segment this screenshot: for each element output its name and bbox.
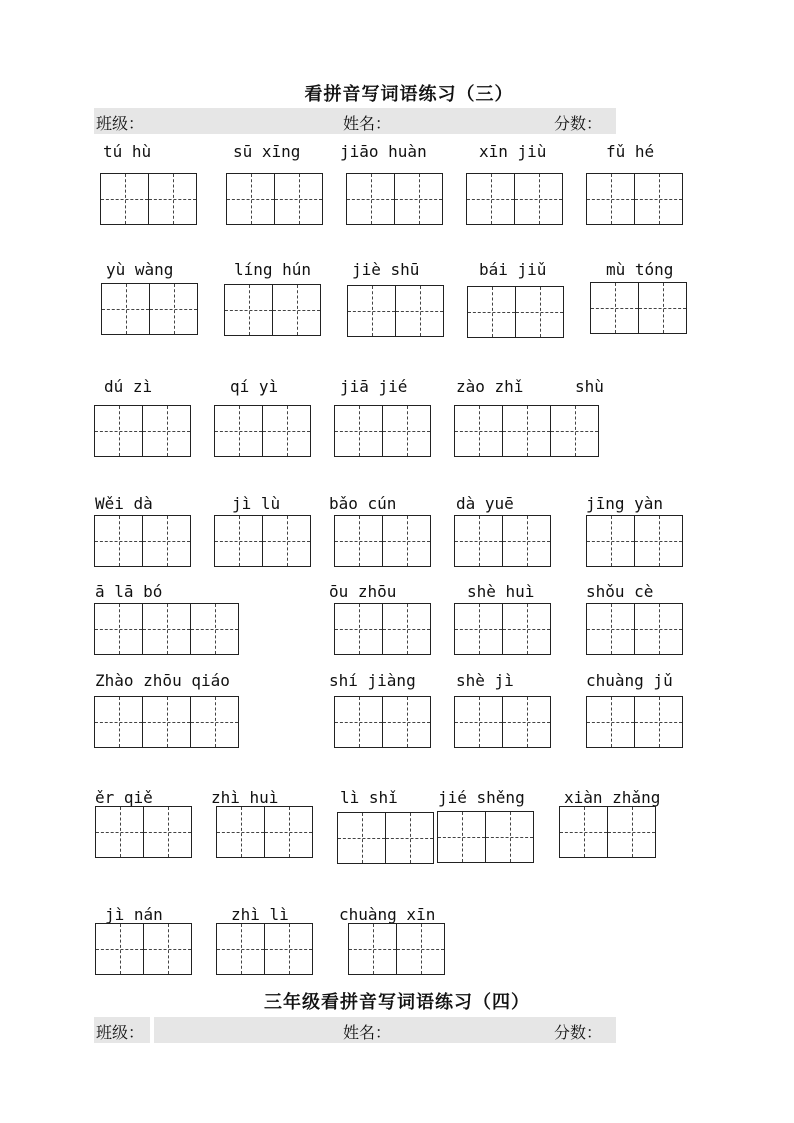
- score-label: 分数：: [554, 1023, 603, 1042]
- writing-boxes: [586, 603, 683, 655]
- tian-zi-ge-cell[interactable]: [502, 696, 551, 748]
- writing-boxes: [454, 515, 551, 567]
- writing-boxes: [216, 806, 313, 858]
- tian-zi-ge-cell[interactable]: [454, 405, 503, 457]
- pinyin-label: jié shěng: [438, 788, 525, 807]
- tian-zi-ge-cell[interactable]: [142, 405, 191, 457]
- writing-boxes: [586, 173, 683, 225]
- pinyin-label: shí jiàng: [329, 671, 416, 690]
- tian-zi-ge-cell[interactable]: [143, 923, 192, 975]
- writing-boxes: [466, 173, 563, 225]
- tian-zi-ge-cell[interactable]: [224, 284, 273, 336]
- tian-zi-ge-cell[interactable]: [95, 806, 144, 858]
- pinyin-label: jiā jié: [340, 377, 408, 396]
- name-label: 姓名：: [343, 114, 392, 133]
- tian-zi-ge-cell[interactable]: [94, 603, 143, 655]
- pinyin-label: mù tóng: [606, 260, 674, 279]
- tian-zi-ge-cell[interactable]: [214, 515, 263, 567]
- writing-boxes: [586, 696, 683, 748]
- writing-boxes: [94, 515, 191, 567]
- writing-boxes: [94, 603, 239, 655]
- writing-boxes: [216, 923, 313, 975]
- tian-zi-ge-cell[interactable]: [214, 405, 263, 457]
- tian-zi-ge-cell[interactable]: [382, 515, 431, 567]
- pinyin-label: bái jiǔ: [479, 260, 547, 279]
- writing-boxes: [214, 515, 311, 567]
- writing-boxes: [94, 696, 239, 748]
- pinyin-label: zhì lì: [231, 905, 289, 924]
- tian-zi-ge-cell[interactable]: [274, 173, 323, 225]
- tian-zi-ge-cell[interactable]: [382, 696, 431, 748]
- writing-boxes: [454, 696, 551, 748]
- tian-zi-ge-cell[interactable]: [95, 923, 144, 975]
- writing-boxes: [214, 405, 311, 457]
- tian-zi-ge-cell[interactable]: [634, 173, 683, 225]
- tian-zi-ge-cell[interactable]: [638, 282, 687, 334]
- writing-boxes: [437, 811, 534, 863]
- tian-zi-ge-cell[interactable]: [394, 173, 443, 225]
- tian-zi-ge-cell[interactable]: [346, 173, 395, 225]
- tian-zi-ge-cell[interactable]: [101, 283, 150, 335]
- writing-boxes: [586, 515, 683, 567]
- student-info-bar-2: [94, 1017, 616, 1043]
- tian-zi-ge-cell[interactable]: [190, 603, 239, 655]
- tian-zi-ge-cell[interactable]: [142, 696, 191, 748]
- pinyin-label: chuàng xīn: [339, 905, 436, 924]
- tian-zi-ge-cell[interactable]: [143, 806, 192, 858]
- next-worksheet-title: 三年级看拼音写词语练习（四）: [264, 992, 530, 1013]
- tian-zi-ge-cell[interactable]: [466, 173, 515, 225]
- tian-zi-ge-cell[interactable]: [559, 806, 608, 858]
- pinyin-label: qí yì: [230, 377, 279, 396]
- writing-boxes: [346, 173, 443, 225]
- tian-zi-ge-cell[interactable]: [334, 696, 383, 748]
- tian-zi-ge-cell[interactable]: [634, 603, 683, 655]
- tian-zi-ge-cell[interactable]: [149, 283, 198, 335]
- tian-zi-ge-cell[interactable]: [385, 812, 434, 864]
- tian-zi-ge-cell[interactable]: [634, 696, 683, 748]
- writing-boxes: [467, 286, 564, 338]
- tian-zi-ge-cell[interactable]: [94, 515, 143, 567]
- tian-zi-ge-cell[interactable]: [454, 603, 503, 655]
- writing-boxes: [559, 806, 656, 858]
- tian-zi-ge-cell[interactable]: [337, 812, 386, 864]
- tian-zi-ge-cell[interactable]: [264, 923, 313, 975]
- pinyin-label: fǔ hé: [606, 142, 655, 161]
- tian-zi-ge-cell[interactable]: [395, 285, 444, 337]
- writing-boxes: [590, 282, 687, 334]
- tian-zi-ge-cell[interactable]: [396, 923, 445, 975]
- writing-boxes: [334, 405, 431, 457]
- tian-zi-ge-cell[interactable]: [382, 603, 431, 655]
- tian-zi-ge-cell[interactable]: [586, 173, 635, 225]
- tian-zi-ge-cell[interactable]: [485, 811, 534, 863]
- writing-boxes: [348, 923, 445, 975]
- pinyin-label: shù: [575, 377, 604, 396]
- writing-boxes: [226, 173, 323, 225]
- tian-zi-ge-cell[interactable]: [142, 603, 191, 655]
- tian-zi-ge-cell[interactable]: [348, 923, 397, 975]
- bar-gap: [150, 1017, 154, 1043]
- tian-zi-ge-cell[interactable]: [550, 405, 599, 457]
- tian-zi-ge-cell[interactable]: [334, 603, 383, 655]
- pinyin-label: shè huì: [467, 582, 535, 601]
- pinyin-label: ā lā bó: [95, 582, 163, 601]
- tian-zi-ge-cell[interactable]: [502, 603, 551, 655]
- writing-boxes: [550, 405, 599, 457]
- pinyin-label: Wěi dà: [95, 494, 153, 513]
- pinyin-label: zhì huì: [211, 788, 279, 807]
- tian-zi-ge-cell[interactable]: [454, 515, 503, 567]
- writing-boxes: [95, 806, 192, 858]
- tian-zi-ge-cell[interactable]: [264, 806, 313, 858]
- pinyin-label: jiè shū: [352, 260, 420, 279]
- tian-zi-ge-cell[interactable]: [272, 284, 321, 336]
- pinyin-label: yù wàng: [106, 260, 174, 279]
- student-info-bar: [94, 108, 616, 134]
- pinyin-label: chuàng jǔ: [586, 671, 673, 690]
- tian-zi-ge-cell[interactable]: [347, 285, 396, 337]
- tian-zi-ge-cell[interactable]: [502, 405, 551, 457]
- tian-zi-ge-cell[interactable]: [94, 696, 143, 748]
- writing-boxes: [334, 603, 431, 655]
- pinyin-label: dà yuē: [456, 494, 514, 513]
- tian-zi-ge-cell[interactable]: [100, 173, 149, 225]
- pinyin-label: jiāo huàn: [340, 142, 427, 161]
- pinyin-label: xīn jiù: [479, 142, 547, 161]
- tian-zi-ge-cell[interactable]: [94, 405, 143, 457]
- writing-boxes: [454, 603, 551, 655]
- writing-boxes: [101, 283, 198, 335]
- tian-zi-ge-cell[interactable]: [142, 515, 191, 567]
- tian-zi-ge-cell[interactable]: [437, 811, 486, 863]
- pinyin-label: líng hún: [234, 260, 312, 279]
- class-label: 班级：: [96, 1023, 145, 1042]
- tian-zi-ge-cell[interactable]: [634, 515, 683, 567]
- name-label: 姓名：: [343, 1023, 392, 1042]
- tian-zi-ge-cell[interactable]: [262, 405, 311, 457]
- tian-zi-ge-cell[interactable]: [467, 286, 516, 338]
- pinyin-label: Zhào zhōu qiáo: [95, 671, 230, 690]
- tian-zi-ge-cell[interactable]: [226, 173, 275, 225]
- pinyin-label: shǒu cè: [586, 582, 654, 601]
- tian-zi-ge-cell[interactable]: [262, 515, 311, 567]
- pinyin-label: zào zhǐ: [456, 377, 524, 396]
- pinyin-label: lì shǐ: [340, 788, 398, 807]
- writing-boxes: [100, 173, 197, 225]
- class-label: 班级：: [96, 114, 145, 133]
- tian-zi-ge-cell[interactable]: [590, 282, 639, 334]
- tian-zi-ge-cell[interactable]: [334, 405, 383, 457]
- tian-zi-ge-cell[interactable]: [607, 806, 656, 858]
- writing-boxes: [347, 285, 444, 337]
- tian-zi-ge-cell[interactable]: [454, 696, 503, 748]
- writing-boxes: [337, 812, 434, 864]
- tian-zi-ge-cell[interactable]: [216, 923, 265, 975]
- tian-zi-ge-cell[interactable]: [216, 806, 265, 858]
- pinyin-label: jīng yàn: [586, 494, 664, 513]
- pinyin-label: tú hù: [103, 142, 152, 161]
- worksheet-title: 看拼音写词语练习（三）: [304, 84, 514, 105]
- writing-boxes: [334, 515, 431, 567]
- tian-zi-ge-cell[interactable]: [334, 515, 383, 567]
- pinyin-label: jì lù: [232, 494, 281, 513]
- writing-boxes: [454, 405, 551, 457]
- tian-zi-ge-cell[interactable]: [586, 515, 635, 567]
- writing-boxes: [224, 284, 321, 336]
- pinyin-label: ěr qiě: [95, 788, 153, 807]
- tian-zi-ge-cell[interactable]: [190, 696, 239, 748]
- writing-boxes: [95, 923, 192, 975]
- tian-zi-ge-cell[interactable]: [502, 515, 551, 567]
- writing-boxes: [94, 405, 191, 457]
- pinyin-label: bǎo cún: [329, 494, 397, 513]
- tian-zi-ge-cell[interactable]: [586, 696, 635, 748]
- pinyin-label: xiàn zhǎng: [564, 788, 661, 807]
- pinyin-label: ōu zhōu: [329, 582, 397, 601]
- tian-zi-ge-cell[interactable]: [515, 286, 564, 338]
- pinyin-label: sū xīng: [233, 142, 301, 161]
- pinyin-label: shè jì: [456, 671, 514, 690]
- score-label: 分数：: [554, 114, 603, 133]
- writing-boxes: [334, 696, 431, 748]
- pinyin-label: dú zì: [104, 377, 153, 396]
- tian-zi-ge-cell[interactable]: [514, 173, 563, 225]
- tian-zi-ge-cell[interactable]: [382, 405, 431, 457]
- pinyin-label: jì nán: [105, 905, 163, 924]
- tian-zi-ge-cell[interactable]: [148, 173, 197, 225]
- tian-zi-ge-cell[interactable]: [586, 603, 635, 655]
